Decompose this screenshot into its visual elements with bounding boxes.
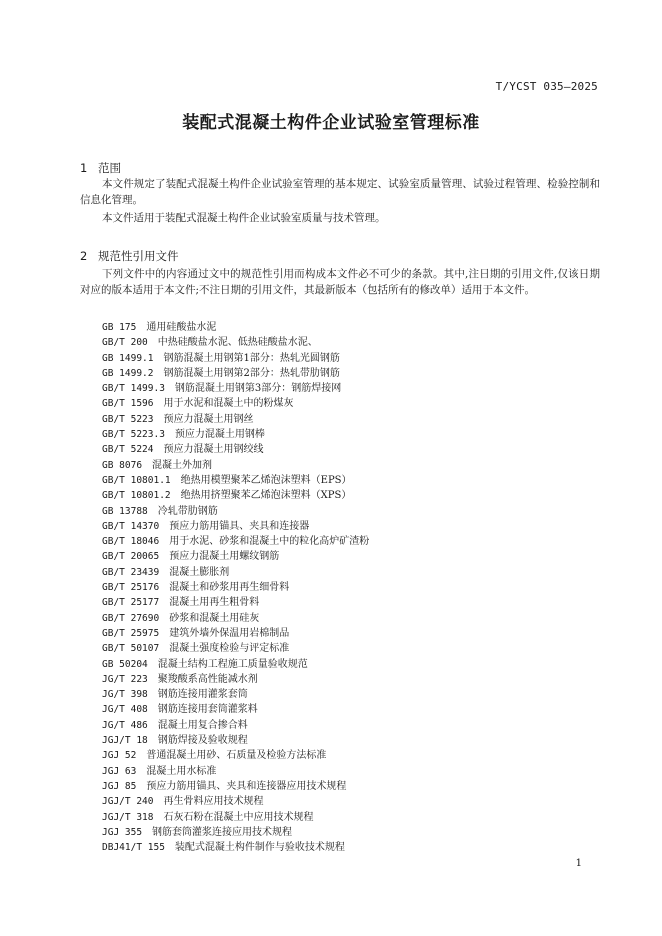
reference-spacer	[159, 597, 169, 608]
section-heading-scope	[80, 160, 121, 176]
reference-code: GB 1499.1	[102, 352, 154, 364]
reference-item	[102, 335, 369, 350]
reference-item	[102, 733, 369, 748]
reference-title: 预应力混凝土用钢棒	[174, 429, 265, 441]
reference-item	[102, 641, 369, 656]
reference-code: GB/T 50107	[102, 643, 160, 655]
reference-code: JGJ/T 18	[102, 735, 148, 747]
reference-title: 钢筋混凝土用钢第1部分：热轧光圆钢筋	[163, 352, 340, 364]
reference-title: 钢筋混凝土用钢第2部分：热轧带肋钢筋	[163, 367, 340, 379]
reference-item	[102, 458, 369, 473]
reference-code: GB/T 20065	[102, 551, 160, 563]
section-title: 范围	[98, 161, 121, 175]
reference-item	[102, 764, 369, 779]
reference-spacer	[153, 444, 163, 455]
reference-spacer	[171, 475, 181, 486]
reference-title: 用于水泥、砂浆和混凝土中的粒化高炉矿渣粉	[169, 536, 370, 548]
reference-title: 预应力筋用锚具、夹具和连接器	[169, 520, 310, 532]
reference-spacer	[153, 796, 163, 807]
reference-item	[102, 748, 369, 763]
reference-title: 通用硅酸盐水泥	[146, 322, 217, 333]
reference-spacer	[153, 414, 163, 425]
reference-item	[102, 381, 369, 396]
reference-title: 石灰石粉在混凝土中应用技术规程	[163, 811, 314, 823]
reference-title: 混凝土用水标准	[146, 765, 217, 777]
reference-spacer	[153, 353, 163, 364]
reference-item	[102, 366, 369, 381]
reference-title: 钢筋连接用套筒灌浆料	[157, 704, 258, 716]
reference-code: GB/T 23439	[102, 566, 160, 578]
reference-code: GB/T 5223.3	[102, 429, 165, 441]
reference-item	[102, 488, 369, 503]
reference-spacer	[148, 689, 158, 700]
reference-title: 预应力混凝土用螺纹钢筋	[169, 551, 280, 563]
reference-item	[102, 442, 369, 457]
reference-title: 绝热用模塑聚苯乙烯泡沫塑料（EPS）	[180, 474, 352, 486]
reference-spacer	[148, 704, 158, 715]
reference-code: JG/T 486	[102, 719, 148, 731]
reference-code: GB/T 27690	[102, 612, 160, 624]
reference-spacer	[142, 460, 152, 471]
reference-code: JG/T 398	[102, 689, 148, 701]
reference-title: 混凝土用复合掺合料	[157, 719, 248, 731]
reference-spacer	[136, 750, 146, 761]
scope-paragraph-1: 本文件规定了装配式混凝土构件企业试验室管理的基本规定、试验室质量管理、试验过程管理、检验控制和信息化管理。	[80, 178, 600, 206]
reference-code: GB/T 10801.2	[102, 490, 171, 502]
reference-list	[102, 320, 369, 855]
reference-title: 预应力混凝土用钢绞线	[163, 444, 264, 456]
reference-item	[102, 810, 369, 825]
reference-item	[102, 794, 369, 809]
reference-title: 钢筋焊接及验收规程	[157, 735, 248, 747]
reference-item	[102, 396, 369, 411]
reference-title: 冷轧带肋钢筋	[157, 505, 218, 517]
reference-title: 绝热用挤塑聚苯乙烯泡沫塑料（XPS）	[180, 490, 352, 502]
reference-code: GB/T 200	[102, 337, 148, 349]
reference-title: 混凝土结构工程施工质量验收规范	[157, 658, 308, 670]
reference-item	[102, 595, 369, 610]
reference-title: 钢筋套筒灌浆连接应用技术规程	[152, 826, 293, 838]
reference-item	[102, 320, 369, 335]
reference-code: JGJ 355	[102, 826, 143, 838]
reference-code: JGJ 52	[102, 750, 137, 762]
reference-title: 砂浆和混凝土用硅灰	[169, 612, 260, 624]
reference-spacer	[136, 766, 146, 777]
reference-spacer	[148, 659, 158, 670]
page-number: 1	[575, 858, 582, 869]
reference-spacer	[159, 551, 169, 562]
reference-item	[102, 702, 369, 717]
reference-spacer	[148, 674, 158, 685]
reference-title: 钢筋混凝土用钢第3部分：钢筋焊接网	[174, 383, 342, 395]
reference-spacer	[153, 398, 163, 409]
reference-code: JG/T 223	[102, 673, 148, 685]
reference-spacer	[159, 521, 169, 532]
references-intro-paragraph: 下列文件中的内容通过文中的规范性引用而构成本文件必不可少的条款。其中,注日期的引用文件,仅该日期对应的版本适用于本文件;不注日期的引用文件，其最新版本（包括所有的修改单）适用于本文件。	[80, 268, 600, 296]
reference-spacer	[159, 567, 169, 578]
reference-spacer	[148, 506, 158, 517]
reference-title: 装配式混凝土构件制作与验收技术规程	[174, 842, 345, 854]
reference-spacer	[148, 735, 158, 746]
reference-title: 普通混凝土用砂、石质量及检验方法标准	[146, 750, 327, 762]
reference-title: 再生骨料应用技术规程	[163, 796, 264, 808]
reference-item	[102, 549, 369, 564]
reference-spacer	[171, 490, 181, 501]
reference-item	[102, 687, 369, 702]
reference-title: 混凝土强度检验与评定标准	[169, 643, 290, 655]
section-heading-normative-references	[80, 248, 179, 264]
reference-spacer	[165, 842, 175, 853]
reference-title: 混凝土用再生粗骨料	[169, 597, 260, 609]
reference-spacer	[153, 368, 163, 379]
reference-item	[102, 779, 369, 794]
reference-code: GB/T 5223	[102, 413, 154, 425]
reference-spacer	[142, 827, 152, 838]
reference-code: JG/T 408	[102, 704, 148, 716]
reference-spacer	[148, 720, 158, 731]
reference-item	[102, 840, 369, 855]
reference-item	[102, 412, 369, 427]
document-code: T/YCST 035—2025	[495, 80, 598, 93]
section-number: 1	[80, 161, 88, 175]
section-title: 规范性引用文件	[98, 249, 179, 263]
reference-code: GB 13788	[102, 505, 148, 517]
reference-code: GB 8076	[102, 459, 143, 471]
reference-title: 混凝土外加剂	[152, 459, 213, 471]
reference-item	[102, 565, 369, 580]
reference-spacer	[159, 536, 169, 547]
reference-spacer	[136, 781, 146, 792]
reference-title: 预应力混凝土用钢丝	[163, 413, 254, 425]
reference-code: GB 50204	[102, 658, 148, 670]
reference-code: DBJ41/T 155	[102, 842, 165, 854]
reference-spacer	[159, 613, 169, 624]
reference-code: JGJ/T 318	[102, 811, 154, 823]
reference-code: JGJ/T 240	[102, 796, 154, 808]
section-number: 2	[80, 249, 88, 263]
reference-item	[102, 626, 369, 641]
reference-code: GB/T 1499.3	[102, 383, 165, 395]
reference-item	[102, 534, 369, 549]
reference-code: GB/T 1596	[102, 398, 154, 410]
reference-title: 预应力筋用锚具、夹具和连接器应用技术规程	[146, 780, 347, 792]
reference-code: GB/T 18046	[102, 536, 160, 548]
reference-code: GB/T 14370	[102, 520, 160, 532]
reference-item	[102, 657, 369, 672]
reference-title: 聚羧酸系高性能减水剂	[157, 673, 258, 685]
reference-item	[102, 473, 369, 488]
reference-code: GB/T 10801.1	[102, 474, 171, 486]
reference-code: GB 1499.2	[102, 367, 154, 379]
reference-item	[102, 519, 369, 534]
reference-item	[102, 580, 369, 595]
reference-item	[102, 825, 369, 840]
reference-item	[102, 672, 369, 687]
reference-item	[102, 718, 369, 733]
reference-title: 用于水泥和混凝土中的粉煤灰	[163, 398, 294, 410]
reference-spacer	[159, 628, 169, 639]
reference-item	[102, 351, 369, 366]
reference-item	[102, 504, 369, 519]
reference-title: 混凝土膨胀剂	[169, 566, 230, 578]
reference-title: 混凝土和砂浆用再生细骨料	[169, 582, 290, 594]
reference-spacer	[136, 322, 146, 333]
reference-item	[102, 427, 369, 442]
reference-spacer	[165, 429, 175, 440]
scope-paragraph-2: 本文件适用于装配式混凝土构件企业试验室质量与技术管理。	[102, 212, 386, 224]
reference-title: 钢筋连接用灌浆套筒	[157, 689, 248, 701]
reference-code: GB/T 25975	[102, 627, 160, 639]
reference-item	[102, 611, 369, 626]
reference-code: GB 175	[102, 322, 137, 333]
reference-title: 建筑外墙外保温用岩棉制品	[169, 627, 290, 639]
reference-code: JGJ 85	[102, 780, 137, 792]
reference-code: GB/T 5224	[102, 444, 154, 456]
reference-spacer	[165, 383, 175, 394]
reference-spacer	[148, 337, 158, 348]
reference-title: 中热硅酸盐水泥、低热硅酸盐水泥、	[157, 337, 318, 349]
reference-code: GB/T 25176	[102, 582, 160, 594]
reference-code: JGJ 63	[102, 765, 137, 777]
reference-code: GB/T 25177	[102, 597, 160, 609]
document-title: 装配式混凝土构件企业试验室管理标准	[182, 113, 480, 133]
reference-spacer	[159, 582, 169, 593]
reference-spacer	[153, 812, 163, 823]
reference-spacer	[159, 643, 169, 654]
